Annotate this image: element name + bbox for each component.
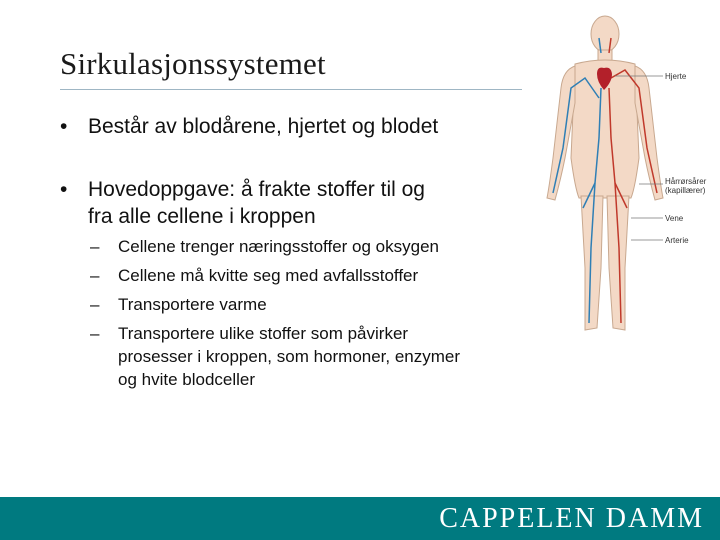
publisher-logo: CAPPELEN DAMM — [439, 503, 704, 534]
label-vein: Vene — [665, 214, 684, 223]
bullet-text: Består av blodårene, hjertet og blodet — [88, 115, 439, 138]
subbullet-text: Cellene trenger næringsstoffer og oksygen — [118, 237, 439, 256]
subbullet-dash: – — [90, 295, 100, 314]
subbullet-text: Transportere ulike stoffer som påvirker — [118, 324, 409, 343]
slide-title: Sirkulasjonssystemet — [60, 46, 326, 81]
body-figure — [535, 8, 720, 353]
subbullet-dash: – — [90, 266, 100, 285]
label-capillaries-note: (kapillærer) — [665, 186, 706, 195]
label-capillaries: Hårrørsårer — [665, 177, 707, 186]
subbullet-text: Cellene må kvitte seg med avfallsstoffer — [118, 266, 419, 285]
bullet-dot: • — [60, 178, 68, 201]
bullet-text: Hovedoppgave: å frakte stoffer til og — [88, 178, 425, 201]
label-heart: Hjerte — [665, 72, 687, 81]
bullet-dot: • — [60, 115, 68, 138]
subbullet-dash: – — [90, 237, 100, 256]
footer-bar — [0, 497, 720, 540]
bullet-text: fra alle cellene i kroppen — [88, 205, 316, 228]
body-silhouette — [547, 16, 663, 330]
subbullet-dash: – — [90, 324, 100, 343]
title-divider — [60, 89, 522, 90]
circulatory-system-illustration — [535, 8, 720, 353]
subbullet-text: prosesser i kroppen, som hormoner, enzymer — [118, 347, 461, 366]
label-artery: Arterie — [665, 236, 689, 245]
subbullet-text: Transportere varme — [118, 295, 267, 314]
subbullet-text: og hvite blodceller — [118, 370, 256, 389]
